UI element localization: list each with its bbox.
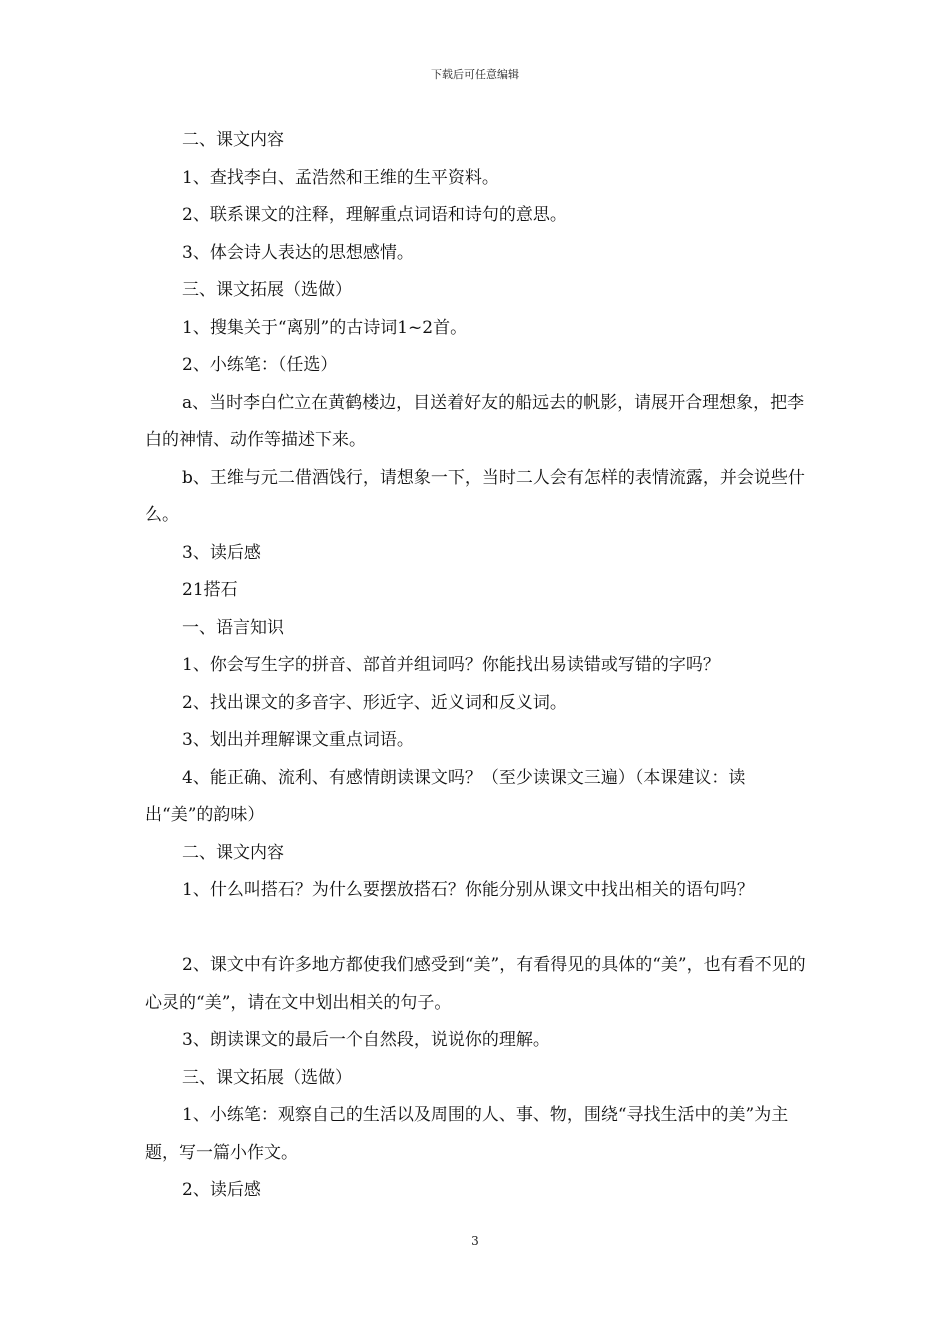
list-item: 2、读后感	[182, 1180, 261, 1200]
document-body	[145, 122, 813, 1210]
list-item: 3、划出并理解课文重点词语。	[182, 730, 414, 750]
list-item: 1、你会写生字的拼音、部首并组词吗？你能找出易读错或写错的字吗？	[182, 655, 720, 675]
page-header-note: 下载后可任意编辑	[431, 68, 519, 81]
lesson-title: 21搭石	[182, 580, 238, 600]
list-item: 3、体会诗人表达的思想感情。	[182, 242, 414, 263]
blank-line	[145, 910, 813, 948]
section-heading: 二、课文内容	[182, 842, 284, 863]
list-item: 2、找出课文的多音字、形近字、近义词和反义词。	[182, 692, 567, 713]
list-item: 1、小练笔：观察自己的生活以及周围的人、事、物，围绕“寻找生活中的美”为主题，写一篇小作文。	[145, 1105, 789, 1163]
list-item: 1、查找李白、孟浩然和王维的生平资料。	[182, 167, 499, 188]
section-heading: 二、课文内容	[182, 130, 284, 150]
list-item: 2、小练笔：（任选）	[182, 355, 338, 375]
page-number: 3	[471, 1234, 479, 1248]
list-item: 2、联系课文的注释，理解重点词语和诗句的意思。	[182, 205, 567, 225]
section-heading: 三、课文拓展（选做）	[182, 280, 352, 300]
list-item: 1、什么叫搭石？为什么要摆放搭石？你能分别从课文中找出相关的语句吗？	[182, 880, 754, 900]
list-item: 1、搜集关于“离别”的古诗词1~2首。	[182, 317, 468, 338]
list-item: 2、课文中有许多地方都使我们感受到“美”，有看得见的具体的“美”，也有看不见的心灵的“美”，请在文中划出相关的句子。	[145, 955, 806, 1013]
list-item: 4、能正确、流利、有感情朗读课文吗？（至少读课文三遍）（本课建议：读出“美”的韵味）	[145, 767, 746, 825]
list-item: 3、朗读课文的最后一个自然段，说说你的理解。	[182, 1030, 550, 1050]
list-item: a、当时李白伫立在黄鹤楼边，目送着好友的船远去的帆影，请展开合理想象，把李白的神情、动作等描述下来。	[145, 392, 805, 450]
list-item: 3、读后感	[182, 542, 261, 563]
section-heading: 三、课文拓展（选做）	[182, 1067, 352, 1088]
list-item: b、王维与元二借酒饯行，请想象一下，当时二人会有怎样的表情流露，并会说些什么。	[145, 467, 805, 525]
section-heading: 一、语言知识	[182, 617, 284, 638]
